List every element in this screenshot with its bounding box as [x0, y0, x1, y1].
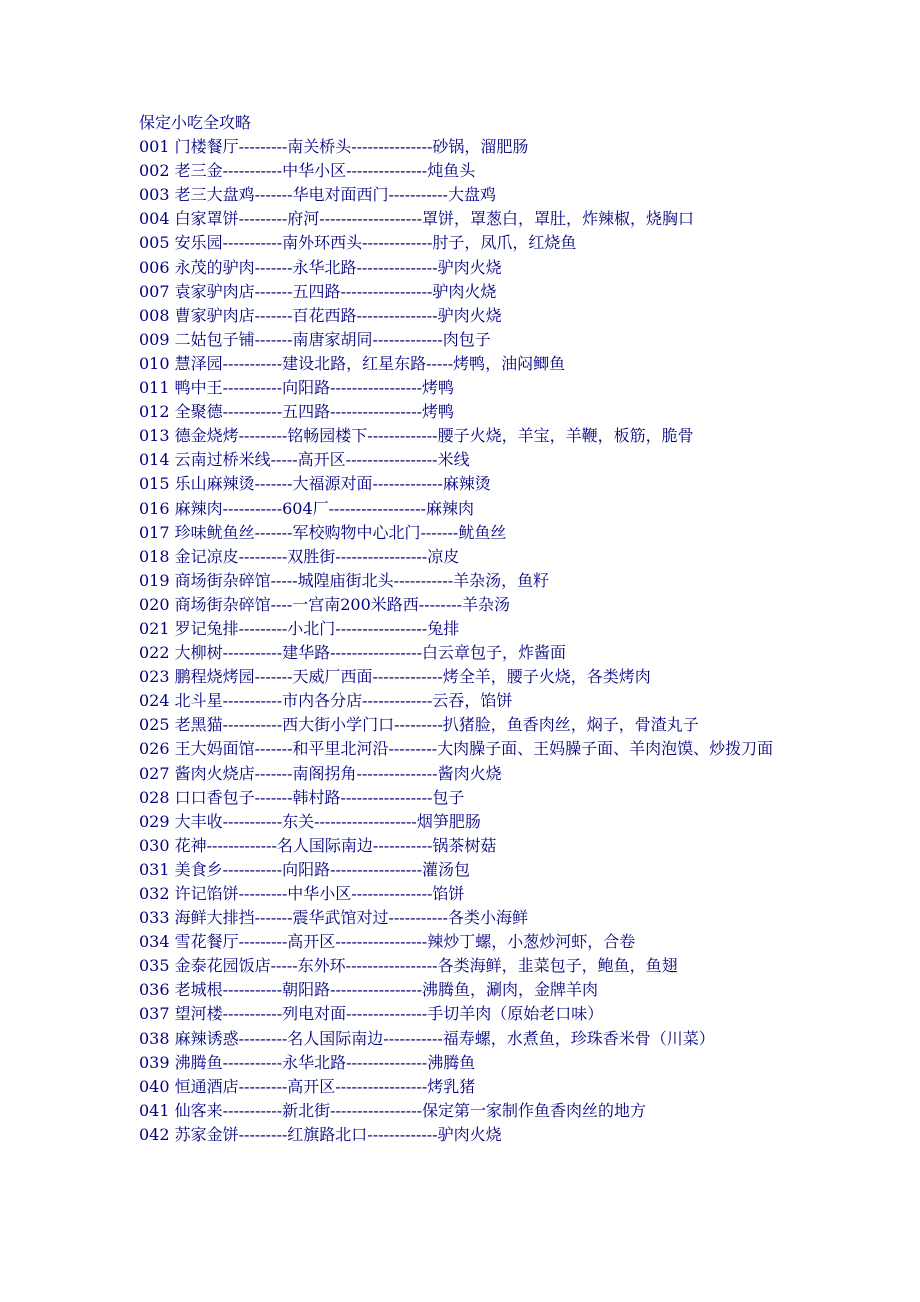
list-item: 005 安乐园-----------南外环西头-------------肘子，凤爪，红烧鱼: [139, 233, 577, 253]
list-item: 031 美食乡-----------向阳路-----------------灌汤包: [139, 859, 471, 879]
list-item: 032 许记馅饼---------中华小区---------------馅饼: [139, 884, 465, 903]
list-item: 030 花神-------------名人国际南边-----------锅茶树菇: [139, 835, 497, 855]
list-item: 039 沸腾鱼-----------永华北路---------------沸腾鱼: [139, 1052, 476, 1072]
list-item: 026 王大妈面馆-------和平里北河沿---------大肉臊子面、王妈臊子面、羊肉泡馍、炒拨刀面: [139, 739, 774, 759]
document-title: 保定小吃全攻略: [139, 113, 252, 132]
list-item: 013 德金烧烤---------铭畅园楼下-------------腰子火烧，羊宝，羊鞭，板筋，脆骨: [139, 426, 694, 446]
list-item: 041 仙客来-----------新北街-----------------保定第一家制作鱼香肉丝的地方: [139, 1100, 647, 1120]
list-item: 042 苏家金饼---------红旗路北口-------------驴肉火烧: [139, 1124, 502, 1144]
list-item: 016 麻辣肉-----------604厂------------------麻辣肉: [139, 498, 474, 518]
list-item: 029 大丰收-----------东关-------------------烟笋肥肠: [139, 811, 481, 831]
list-item: 010 慧泽园-----------建设北路，红星东路-----烤鸭，油闷鲫鱼: [139, 353, 566, 373]
list-item: 022 大柳树-----------建华路-----------------白云章包子，炸酱面: [139, 643, 567, 663]
list-item: 023 鹏程烧烤园-------天威厂西面-------------烤全羊，腰子火烧，各类烤肉: [139, 667, 651, 687]
list-item: 025 老黑猫-----------西大街小学门口---------扒猪脸，鱼香肉丝，焖子，骨渣丸子: [139, 715, 699, 735]
list-item: 037 望河楼-----------列电对面---------------手切羊肉（原始老口味）: [139, 1004, 604, 1024]
list-item: 036 老城根-----------朝阳路-----------------沸腾鱼，涮肉，金牌羊肉: [139, 980, 599, 1000]
restaurant-list: [139, 135, 799, 1147]
list-item: 040 恒通酒店---------高开区-----------------烤乳猪: [139, 1076, 476, 1096]
list-item: 012 全聚德-----------五四路-----------------烤鸭: [139, 402, 455, 422]
list-item: 034 雪花餐厅---------高开区-----------------辣炒丁螺，小葱炒河虾，合卷: [139, 932, 636, 952]
list-item: 020 商场街杂碎馆----一宫南200米路西--------羊杂汤: [139, 594, 511, 614]
list-item: 017 珍味鱿鱼丝-------军校购物中心北门-------鱿鱼丝: [139, 522, 507, 542]
list-item: 028 口口香包子-------韩村路-----------------包子: [139, 787, 465, 807]
list-item: 008 曹家驴肉店-------百花西路---------------驴肉火烧: [139, 305, 502, 325]
list-item: 001 门楼餐厅---------南关桥头---------------砂锅，溜肥肠: [139, 137, 529, 157]
list-item: 009 二姑包子铺-------南唐家胡同-------------肉包子: [139, 329, 491, 349]
document-body: [139, 111, 799, 1147]
list-item: 038 麻辣诱惑---------名人国际南边-----------福寿螺，水煮鱼，珍珠香米骨（川菜）: [139, 1028, 715, 1048]
list-item: 003 老三大盘鸡-------华电对面西门-----------大盘鸡: [139, 185, 496, 205]
list-item: 002 老三金-----------中华小区---------------炖鱼头: [139, 161, 476, 181]
list-item: 007 袁家驴肉店-------五四路-----------------驴肉火烧: [139, 281, 497, 301]
list-item: 011 鸭中王-----------向阳路-----------------烤鸭: [139, 378, 455, 398]
list-item: 015 乐山麻辣烫-------大福源对面-------------麻辣烫: [139, 474, 491, 494]
list-item: 018 金记凉皮---------双胜街-----------------凉皮: [139, 546, 460, 566]
list-item: 014 云南过桥米线-----高开区-----------------米线: [139, 450, 470, 470]
list-item: 033 海鲜大排挡-------震华武馆对过-----------各类小海鲜: [139, 908, 528, 928]
list-item: 004 白家罩饼---------府河-------------------罩饼，罩葱白，罩肚，炸辣椒，烧胸口: [139, 209, 695, 229]
list-item: 021 罗记兔排---------小北门-----------------兔排: [139, 618, 460, 638]
list-item: 019 商场街杂碎馆-----城隍庙街北头-----------羊杂汤，鱼籽: [139, 570, 550, 590]
list-item: 024 北斗星-----------市内各分店-------------云吞，馅饼: [139, 691, 513, 711]
list-item: 006 永茂的驴肉-------永华北路---------------驴肉火烧: [139, 257, 502, 277]
list-item: 035 金泰花园饭店-----东外环-----------------各类海鲜，韭菜包子，鲍鱼，鱼翅: [139, 956, 678, 976]
list-item: 027 酱肉火烧店-------南阁拐角---------------酱肉火烧: [139, 763, 502, 783]
